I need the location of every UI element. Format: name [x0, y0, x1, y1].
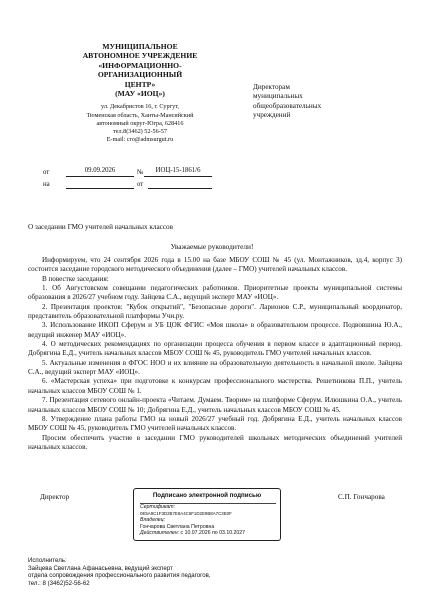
recipient-line: муниципальных: [253, 92, 303, 101]
agenda-item: 2. Презентация проектов: "Кубок открытий", "Безопасные дороги". Ларионов С.Р., муниципальный координатор, представитель образовательной платформы Учи.ру.: [28, 302, 402, 321]
org-name-line: МУНИЦИПАЛЬНОЕ: [102, 42, 178, 51]
recipient-line: общеобразовательных: [253, 101, 322, 110]
address-line: автономный округ-Югра, 628416: [96, 119, 184, 127]
stamp-valid-label: Действителен:: [140, 530, 180, 537]
agenda-item: 3. Использование ИКОП Сферум и УБ ЦОК ФГИС «Моя школа» в образовательном процессе. Подвовшина Ю.А., ведущий инженер МАУ «ИОЦ».: [28, 321, 402, 339]
executor-info: [28, 557, 288, 587]
recipient-line: Директорам: [253, 83, 290, 91]
ref-number-label: №: [137, 169, 144, 176]
agenda-item: 1. Об Августовском совещании педагогических работников. Приоритетные проекты муниципальной системы образования в 2026/27 учебном году. Зайцева С.А., ведущий эксперт МАУ «ИОЦ».: [28, 284, 402, 302]
ref-date: 09.09.2026: [66, 167, 134, 177]
stamp-owner-value: Гончарова Светлана Петровна: [140, 523, 215, 530]
stamp-owner-label: Владелец:: [140, 517, 166, 524]
organization-header: [40, 42, 240, 144]
stamp-validity: [140, 530, 276, 537]
stamp-details: [140, 502, 276, 537]
signer-position: Директор: [40, 493, 70, 501]
executor-line: тел.: 8 (3462)52-56-62: [28, 579, 90, 587]
address-line: ул. Декабристов 16, г. Сургут,: [101, 103, 179, 111]
agenda-item: 6. «Мастерская успеха» при подготовке к конкурсам профессионального мастерства. Решетникова П.П., учитель начальных классов МБОУ СОШ № 1.: [28, 377, 402, 395]
agenda-item: 5. Актуальные изменения в ФГОС НОО и их влияние на образовательную деятельность в начальной школе. Зайцева С.А., ведущий эксперт МАУ «ИОЦ».: [28, 358, 402, 377]
organization-address: [40, 103, 240, 144]
greeting: Уважаемые руководители!: [170, 242, 254, 251]
agenda-item: 4. О методических рекомендациях по организации процесса обучения в первом классе в адаптационный период. Добрягина Е.Д., учитель начальных классов МБОУ СОШ № 45, руководитель ГМО учителей начальных классов.: [28, 340, 402, 358]
ref-to-from-label: от: [137, 181, 144, 188]
stamp-valid-value: с 10.07.2026 по 03.10.2027: [180, 530, 246, 537]
executor-line: отдела сопровождения профессионального развития педагогов,: [28, 572, 211, 580]
address-line: Тюменская область, Ханты-Мансийский: [86, 111, 194, 119]
stamp-title: Подписано электронной подписью: [152, 492, 262, 499]
stamp-cert-label: Сертификат:: [140, 504, 176, 510]
org-name-line: АВТОНОМНОЕ УЧРЕЖДЕНИЕ: [82, 51, 198, 61]
address-line: тел.8(3462) 52-56-57: [113, 128, 167, 136]
agenda-item: 7. Презентация сетевого онлайн-проекта «Читаем. Думаем. Творим» на платформе Сферум. Илюшкина О.А., учитель начальных классов МБОУ СОШ № 10; Добрягина Е.Д., учитель начальных классов МБОУ СОШ № 45.: [28, 396, 402, 414]
ref-from-label: от: [43, 169, 50, 176]
signer-name: С.П. Гончарова: [338, 493, 385, 501]
body-paragraph: Информируем, что 24 сентября 2026 года в 15.00 на базе МБОУ СОШ № 45 (ул. Монтажников, зд.4, корпус 3) состоится заседание городского методического объединения (далее – ГМО) учителей начальных классов.: [28, 256, 402, 274]
ref-number: ИОЦ-15-1861/6: [144, 167, 212, 177]
agenda-item: 8. Утверждение плана работы ГМО на новый 2026/27 учебный год. Добрягина Е.Д., учитель начальных классов МБОУ СОШ № 45, руководитель ГМО учителей начальных классов.: [28, 414, 402, 433]
ref-to-from-blank: [148, 179, 212, 189]
org-name-line: ОРГАНИЗАЦИОННЫЙ: [97, 70, 183, 80]
letter-subject: О заседании ГМО учителей начальных классов: [28, 223, 174, 231]
electronic-signature-stamp: [133, 488, 281, 541]
executor-line: Исполнитель:: [28, 557, 67, 564]
address-line: E-mail: cro@admsurgut.ru: [106, 136, 174, 144]
recipient-line: учреждений: [253, 111, 291, 120]
organization-name: [40, 42, 240, 98]
ref-to-blank: [66, 179, 134, 189]
stamp-cert-value: 0E5A9C1F3D2B7E8A4C6F1D2E9B8A7C3E0F: [140, 510, 232, 516]
ref-to-label: на: [43, 181, 50, 188]
body-paragraph: В повестке заседания:: [42, 274, 109, 283]
org-name-line: «ИНФОРМАЦИОННО-: [98, 60, 182, 70]
org-name-line: (МАУ «ИОЦ»): [115, 89, 165, 99]
executor-line: Зайцева Светлана Афанасьевна, ведущий эксперт: [28, 564, 173, 572]
letter-body: [28, 256, 402, 452]
recipient-block: [253, 83, 363, 121]
org-name-line: ЦЕНТР»: [124, 79, 156, 89]
body-paragraph: Просим обеспечить участие в заседании ГМО руководителей школьных методических объединений учителей начальных классов.: [28, 433, 402, 451]
